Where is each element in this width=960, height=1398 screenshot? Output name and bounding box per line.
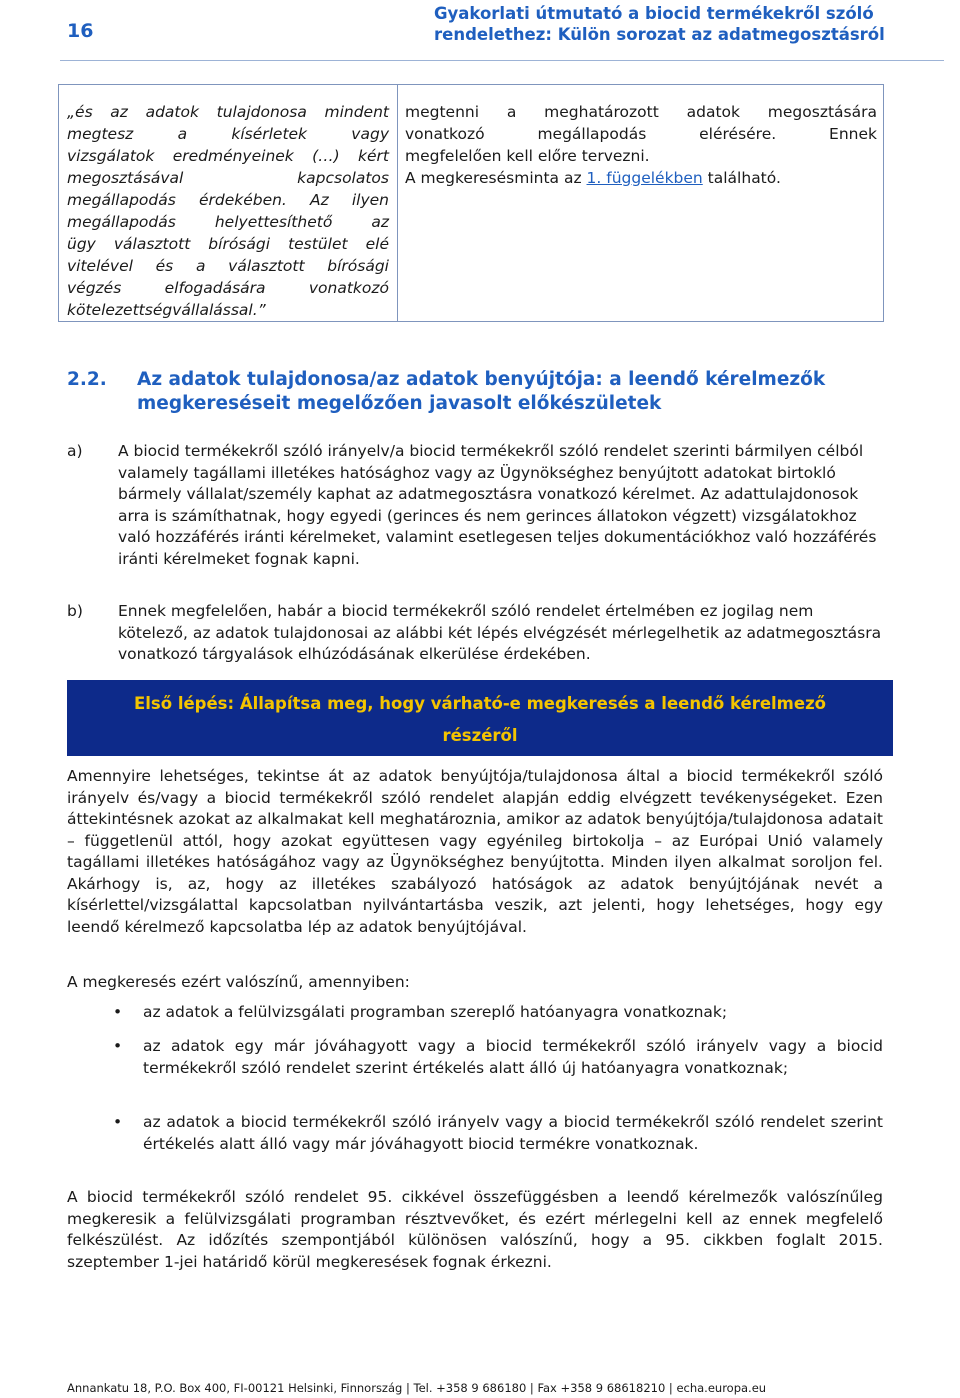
paragraph-review: Amennyire lehetséges, tekintse át az adatok benyújtója/tulajdonosa által a biocid termékekről szóló irányelv és/vagy a biocid termékekről szóló rendelet alapján eddig elvégzett tevékenységeket. Ezen áttekintésnek azokat az alkalmakat kell meghatároznia, amikor az adatok benyújtója/tulajdonosa adatait – függetlenül attól, hogy azokat együttesen vagy egyénileg birtokolja – az Európai Unió valamely tagállami illetékes hatóságához vagy az Ügynökséghez benyújtotta. Minden ilyen alkalmat soroljon fel. Akárhogy is, az, hogy az illetékes szabályozó hatóságok az adatok benyújtójának nevét a kísérlettel/vizsgálattal kapcsolatban nyilvántartásba veszik, azt jelenti, hogy lehetséges, hogy egy leendő kérelmező kapcsolatba lép az adatok benyújtójával. bbox=[67, 767, 883, 936]
quote-left-line: megállapodás érdekében. Az ilyen bbox=[67, 191, 389, 209]
header-title-line-2: rendelethez: Külön sorozat az adatmegosztásról bbox=[434, 25, 885, 44]
bullet-text: az adatok a felülvizsgálati programban szereplő hatóanyagra vonatkoznak; bbox=[143, 1003, 728, 1021]
page-footer: Annankatu 18, P.O. Box 400, FI-00121 Helsinki, Finnország | Tel. +358 9 686180 | Fax +358 9 68618210 | echa.europa.eu bbox=[67, 1381, 767, 1395]
appendix-1-link[interactable]: 1. függelékben bbox=[586, 169, 703, 187]
quote-table bbox=[58, 84, 884, 322]
bullet-symbol: • bbox=[113, 1113, 123, 1131]
first-step-title-line-1: Első lépés: Állapítsa meg, hogy várható-e megkeresés a leendő kérelmező bbox=[133, 694, 827, 713]
header-divider bbox=[60, 60, 944, 61]
quote-right-line: megfelelően kell előre tervezni. bbox=[405, 147, 650, 165]
quote-left-line: „és az adatok tulajdonosa mindent bbox=[67, 103, 389, 121]
page-header bbox=[0, 0, 960, 62]
first-step-title-line-2: részéről bbox=[442, 726, 518, 745]
quote-right-line: vonatkozó megállapodás elérésére. Ennek bbox=[405, 125, 877, 143]
quote-right-line: megtenni a meghatározott adatok megosztására bbox=[405, 103, 877, 121]
quote-table-column-divider bbox=[397, 85, 398, 321]
quote-right-reference bbox=[405, 167, 877, 189]
bullet-text: az adatok egy már jóváhagyott vagy a biocid termékekről szóló irányelv vagy a biocid termékekről szóló rendelet szerint értékelés alatt álló új hatóanyagra vonatkoznak; bbox=[143, 1037, 883, 1077]
list-text-a: A biocid termékekről szóló irányelv/a biocid termékekről szóló rendelet szerinti bármilyen célból valamely tagállami illetékes hatósághoz vagy az Ügynökséghez benyújtott adatokat birtokló bármely vállalat/személy kaphat az adatmegosztásra vonatkozó kérelmet. Az adattulajdonosok arra is számíthatnak, hogy egyedi (gerinces és nem gerinces állatokon végzett) vizsgálatokhoz való hozzáférés iránti kérelmeket, valamint esetlegesen teljes dokumentációkhoz való hozzáférés iránti kérelmeket fognak kapni. bbox=[118, 442, 877, 568]
quote-left-cell bbox=[67, 101, 389, 321]
first-step-box bbox=[67, 680, 893, 756]
section-number: 2.2. bbox=[67, 369, 107, 390]
list-marker-b: b) bbox=[67, 602, 83, 620]
list-text-b: Ennek megfelelően, habár a biocid termékekről szóló rendelet értelmében ez jogilag nem kötelező, az adatok tulajdonosai az alábbi két lépés elvégzését mérlegelhetik az adatmegosztásra vonatkozó tárgyalások elhúzódásának elkerülése érdekében. bbox=[118, 602, 882, 663]
bullet-symbol: • bbox=[113, 1003, 123, 1021]
quote-left-line: megállapodás helyettesíthető az bbox=[67, 213, 389, 231]
quote-left-line: megosztásával kapcsolatos bbox=[67, 169, 389, 187]
quote-left-line: vizsgálatok eredményeinek (…) kért bbox=[67, 147, 389, 165]
reference-prefix: A megkeresésminta az bbox=[405, 169, 587, 187]
quote-left-last-line: kötelezettségvállalással.” bbox=[67, 301, 266, 319]
quote-left-line: ügy választott bírósági testület elé bbox=[67, 235, 389, 253]
quote-right-cell bbox=[405, 101, 877, 189]
bullet-symbol: • bbox=[113, 1037, 123, 1055]
page-number: 16 bbox=[67, 20, 94, 42]
paragraph-likely-request: A megkeresés ezért valószínű, amennyiben: bbox=[67, 973, 410, 991]
section-title: Az adatok tulajdonosa/az adatok benyújtója: a leendő kérelmezők megkereséseit megelőzően javasolt előkészületek bbox=[137, 369, 826, 414]
bullet-text: az adatok a biocid termékekről szóló irányelv vagy a biocid termékekről szóló rendelet szerint értékelés alatt álló vagy már jóváhagyott biocid termékre vonatkoznak. bbox=[143, 1113, 883, 1153]
paragraph-article-95: A biocid termékekről szóló rendelet 95. cikkével összefüggésben a leendő kérelmezők valószínűleg megkeresik a felülvizsgálati programban résztvevőket, és ezért mérlegelni kell az ennek megfelelő felkészülést. Az időzítés szempontjából különösen valószínű, hogy a 95. cikkben foglalt 2015. szeptember 1-jei határidő körül megkeresések fognak érkezni. bbox=[67, 1188, 883, 1271]
first-step-title bbox=[87, 688, 873, 752]
quote-left-line: megtesz a kísérletek vagy bbox=[67, 125, 389, 143]
list-marker-a: a) bbox=[67, 442, 83, 460]
header-title bbox=[434, 3, 944, 45]
reference-suffix: található. bbox=[702, 169, 781, 187]
quote-left-line: vitelével és a választott bírósági bbox=[67, 257, 389, 275]
header-title-line-1: Gyakorlati útmutató a biocid termékekről szóló bbox=[434, 4, 874, 23]
quote-left-line: végzés elfogadására vonatkozó bbox=[67, 279, 389, 297]
